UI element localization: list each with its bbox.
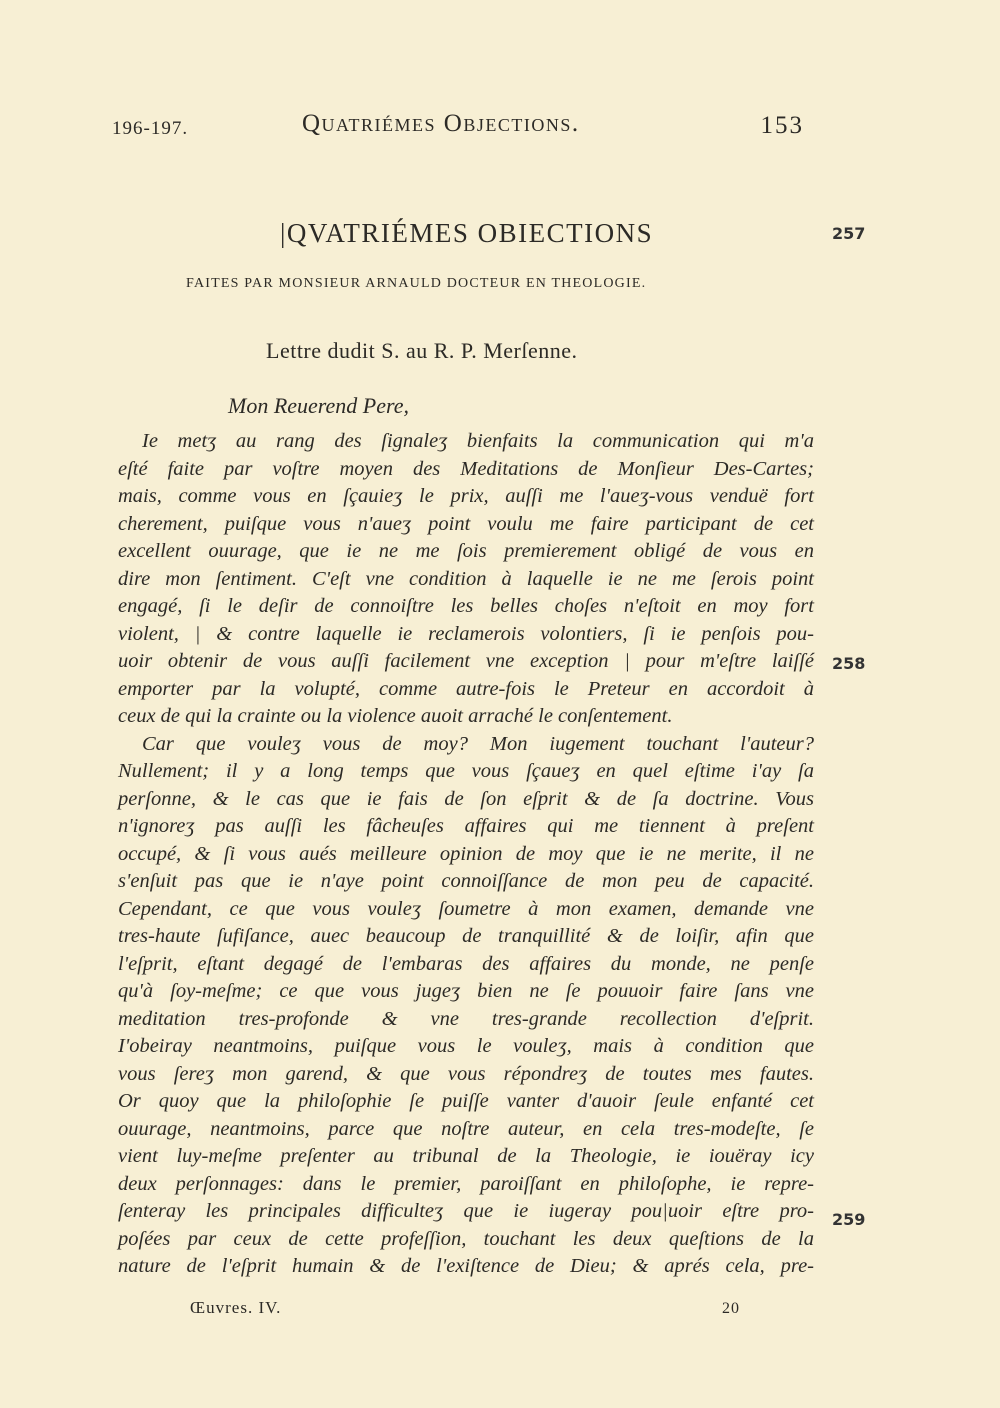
text-line: n'ignoreʒ pas auſſi les fâcheuſes affaires qui me tiennent à preſent — [118, 815, 814, 837]
text-line: ouurage, neantmoins, parce que noſtre auteur, en cela tres-modeſte, ſe — [118, 1117, 814, 1140]
margin-page-number: 257 — [832, 224, 866, 243]
text-line: ſenteray les principales difficulteʒ que ie iugeray pou|uoir eſtre pro- — [118, 1200, 814, 1222]
text-line: vient luy-meſme preſenter au tribunal de la Theologie, ie iouëray icy — [118, 1145, 814, 1167]
section-title: |QVATRIÉMES OBIECTIONS — [280, 218, 654, 248]
text-line: meditation tres-profonde & vne tres-grande recollection d'eſprit. — [118, 1007, 814, 1030]
text-line: deux perſonnages: dans le premier, paroiſſant en philoſophe, ie repre- — [118, 1172, 814, 1195]
text-line: nature de l'eſprit humain & de l'exiſtence de Dieu; & aprés cela, pre- — [118, 1255, 814, 1277]
text-line: Ie metʒ au rang des ſignaleʒ bienfaits la communication qui m'a — [142, 430, 814, 452]
text-line: dire mon ſentiment. C'eſt vne condition à laquelle ie ne me ſerois point — [118, 567, 814, 590]
text-line: excellent ouurage, que ie ne me ſois premierement obligé de vous en — [118, 540, 814, 562]
text-line: Nullement; il y a long temps que vous ſçaueʒ en quel eſtime i'ay ſa — [118, 760, 814, 782]
section-subtitle: FAITES PAR MONSIEUR ARNAULD DOCTEUR EN THEOLOGIE. — [186, 276, 647, 291]
text-line: uoir obtenir de vous auſſi facilement vne exception | pour m'eſtre laiſſé — [118, 650, 814, 672]
text-line: qu'à ſoy-meſme; ce que vous jugeʒ bien ne ſe pouuoir faire ſans vne — [118, 980, 814, 1002]
text-line: s'enſuit pas que ie n'aye point connoiſſance de mon peu de capacité. — [118, 870, 814, 892]
running-title: Quatriémes Objections. — [302, 110, 580, 137]
text-line: mais, comme vous en ſçauieʒ le prix, auſſi me l'aueʒ-vous venduë fort — [118, 485, 814, 507]
salutation: Mon Reuerend Pere, — [228, 393, 410, 418]
footer-volume: Œuvres. IV. — [190, 1298, 282, 1317]
letter-heading: Lettre dudit S. au R. P. Merſenne. — [266, 338, 578, 363]
margin-page-number: 259 — [832, 1210, 866, 1229]
text-line: poſées par ceux de cette profeſſion, touchant les deux queſtions de la — [118, 1227, 814, 1250]
text-line: ceux de qui la crainte ou la violence auoit arraché le conſentement. — [118, 705, 673, 727]
text-line: I'obeiray neantmoins, puiſque vous le vouleʒ, mais à condition que — [118, 1035, 814, 1057]
text-line: tres-haute ſufiſance, auec beaucoup de tranquillité & de loiſir, afin que — [118, 925, 814, 947]
text-line: Cependant, ce que vous vouleʒ ſoumetre à mon examen, demande vne — [118, 897, 814, 920]
page-number: 153 — [760, 112, 804, 139]
body-text — [118, 428, 814, 1281]
text-line: l'eſprit, eſtant degagé de l'embaras des affaires du monde, ne penſe — [118, 952, 814, 975]
page-range: 196-197. — [112, 118, 189, 139]
footer-signature: 20 — [722, 1300, 740, 1317]
text-line: perſonne, & le cas que ie fais de ſon eſprit & de ſa doctrine. Vous — [118, 787, 814, 810]
text-line: violent, | & contre laquelle ie reclamerois volontiers, ſi ie penſois pou- — [118, 622, 814, 645]
margin-page-number: 258 — [832, 654, 866, 673]
running-head — [112, 110, 812, 146]
text-line: emporter par la volupté, comme autre-fois le Preteur en accordoit à — [118, 677, 814, 700]
text-line: eſté faite par voſtre moyen des Meditations de Monſieur Des-Cartes; — [118, 457, 814, 480]
text-line: Car que vouleʒ vous de moy? Mon iugement touchant l'auteur? — [142, 732, 814, 755]
text-line: Or quoy que la philoſophie ſe puiſſe vanter d'auoir ſeule enfanté cet — [118, 1090, 814, 1112]
text-line: engagé, ſi le deſir de connoiſtre les belles choſes n'eſtoit en moy fort — [118, 595, 814, 617]
text-line: vous ſereʒ mon garend, & que vous répondreʒ de toutes mes fautes. — [118, 1062, 814, 1085]
text-line: occupé, & ſi vous aués meilleure opinion de moy que ie ne merite, il ne — [118, 842, 814, 865]
text-line: cherement, puiſque vous n'aueʒ point voulu me faire participant de cet — [118, 512, 814, 535]
